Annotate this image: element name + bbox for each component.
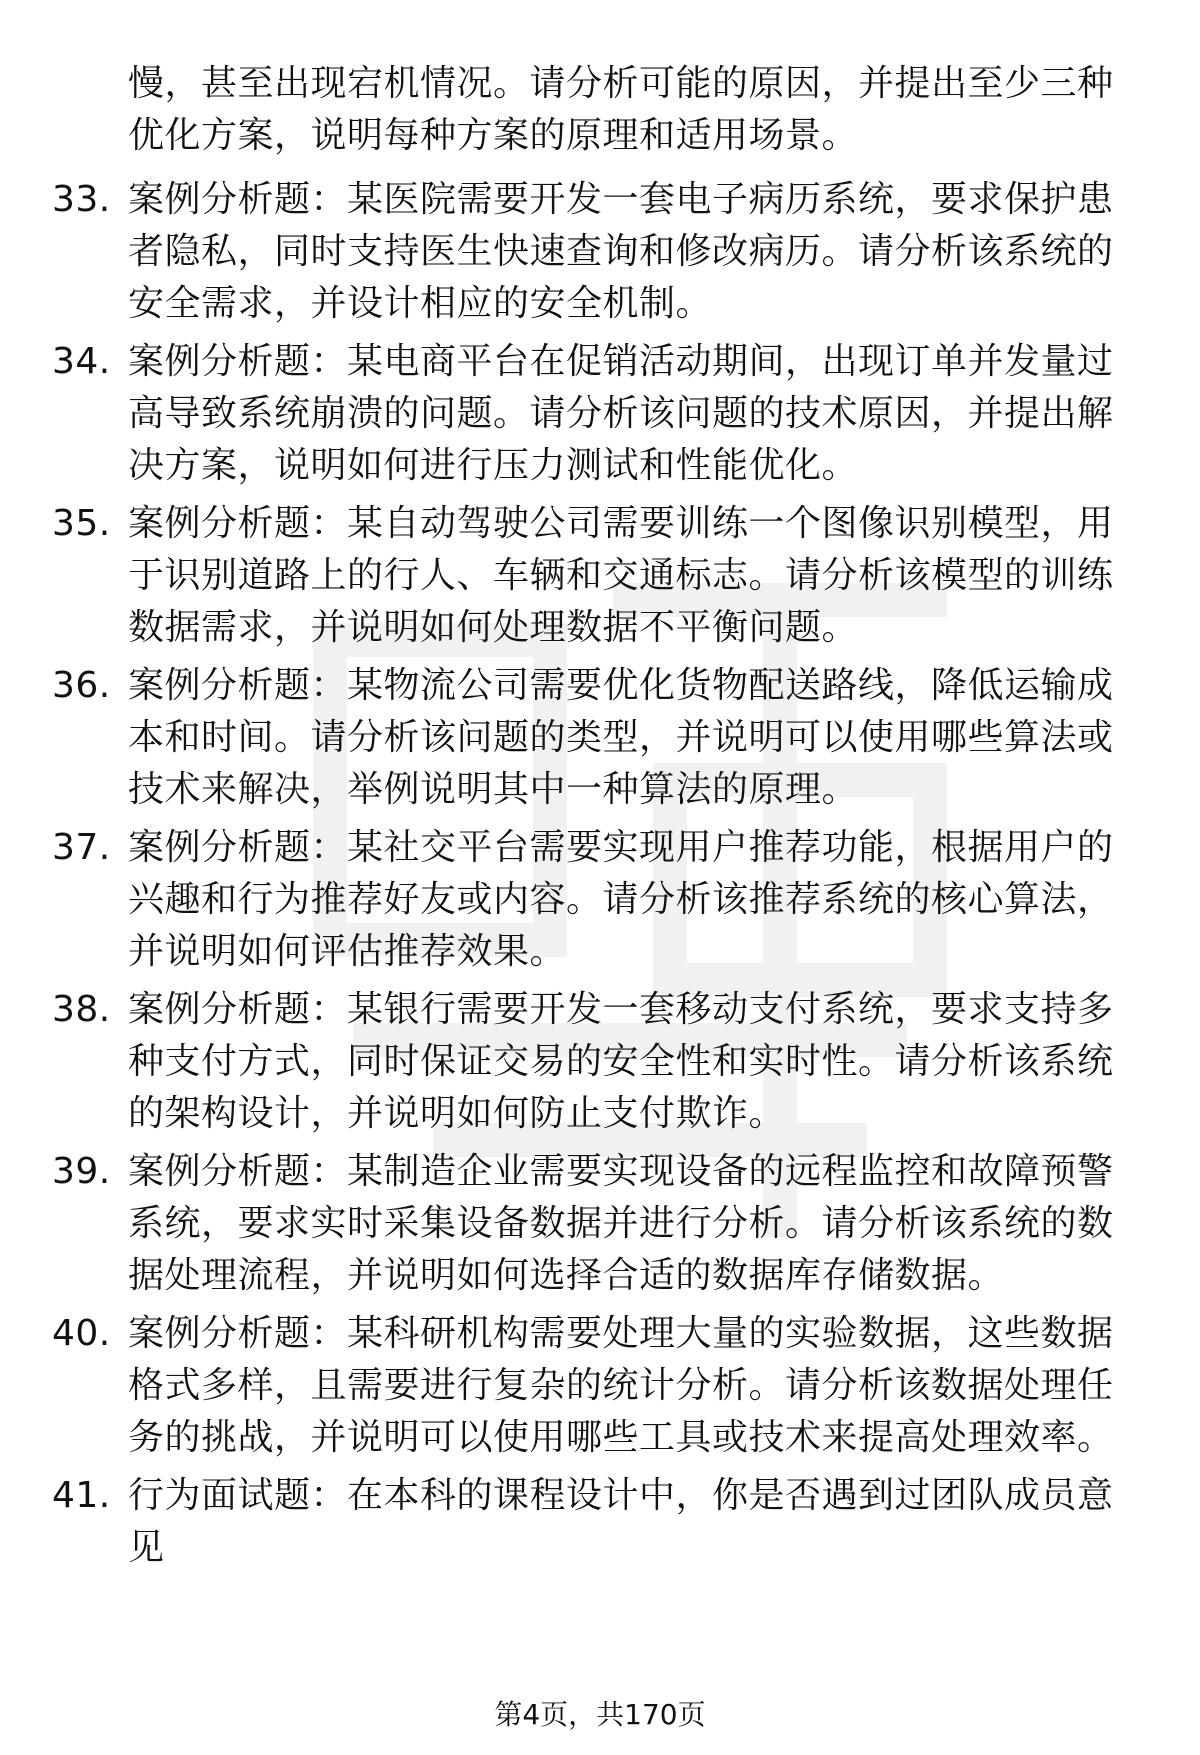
- question-text: 案例分析题：某物流公司需要优化货物配送路线，降低运输成本和时间。请分析该问题的类型，并说明可以使用哪些算法或技术来解决，举例说明其中一种算法的原理。: [128, 665, 1114, 810]
- question-number: 38.: [52, 989, 111, 1030]
- question-number: 39.: [52, 1151, 111, 1192]
- question-text: 行为面试题：在本科的课程设计中，你是否遇到过团队成员意见: [128, 1475, 1114, 1568]
- continuation-paragraph: 慢，甚至出现宕机情况。请分析可能的原因，并提出至少三种优化方案，说明每种方案的原理和适用场景。: [128, 63, 1114, 156]
- question-number: 36.: [52, 665, 111, 706]
- question-text: 案例分析题：某制造企业需要实现设备的远程监控和故障预警系统，要求实时采集设备数据并进行分析。请分析该系统的数据处理流程，并说明如何选择合适的数据库存储数据。: [128, 1151, 1114, 1296]
- question-number: 40.: [52, 1313, 111, 1354]
- question-text: 案例分析题：某银行需要开发一套移动支付系统，要求支持多种支付方式，同时保证交易的安全性和实时性。请分析该系统的架构设计，并说明如何防止支付欺诈。: [128, 989, 1114, 1134]
- page-footer: 第4页，共170页: [494, 1698, 706, 1731]
- question-number: 34.: [52, 341, 111, 382]
- question-text: 案例分析题：某自动驾驶公司需要训练一个图像识别模型，用于识别道路上的行人、车辆和交通标志。请分析该模型的训练数据需求，并说明如何处理数据不平衡问题。: [128, 503, 1114, 648]
- question-number: 41.: [52, 1475, 111, 1516]
- question-number: 37.: [52, 827, 111, 868]
- question-number: 33.: [52, 179, 111, 220]
- question-text: 案例分析题：某电商平台在促销活动期间，出现订单并发量过高导致系统崩溃的问题。请分析该问题的技术原因，并提出解决方案，说明如何进行压力测试和性能优化。: [128, 341, 1114, 486]
- question-number: 35.: [52, 503, 111, 544]
- question-text: 案例分析题：某社交平台需要实现用户推荐功能，根据用户的兴趣和行为推荐好友或内容。请分析该推荐系统的核心算法，并说明如何评估推荐效果。: [128, 827, 1114, 972]
- question-text: 案例分析题：某科研机构需要处理大量的实验数据，这些数据格式多样，且需要进行复杂的统计分析。请分析该数据处理任务的挑战，并说明可以使用哪些工具或技术来提高处理效率。: [128, 1313, 1114, 1458]
- question-text: 案例分析题：某医院需要开发一套电子病历系统，要求保护患者隐私，同时支持医生快速查询和修改病历。请分析该系统的安全需求，并设计相应的安全机制。: [128, 179, 1114, 324]
